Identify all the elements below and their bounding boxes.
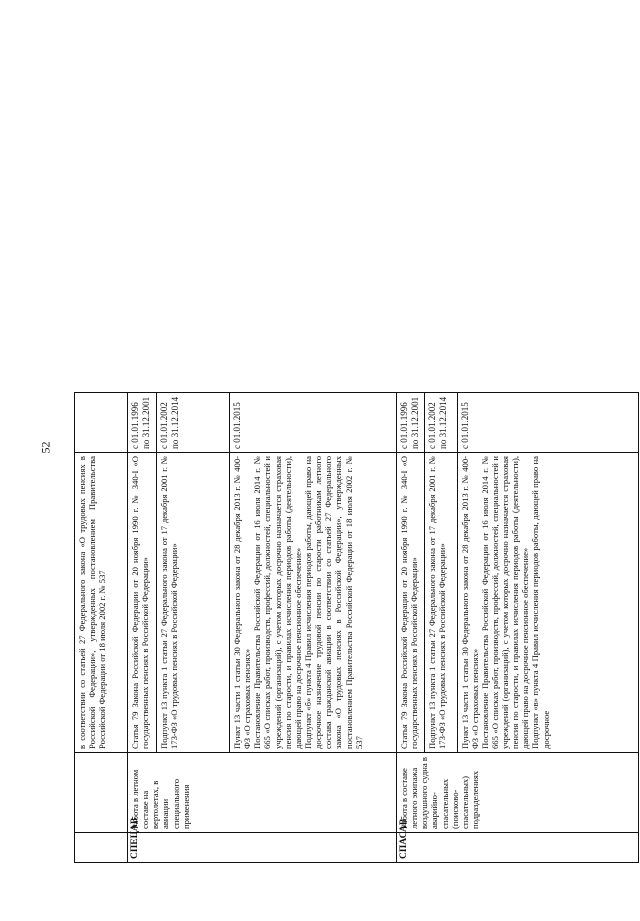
activity-name: Работа в летном составе на вертолетах, в авиации специального применения (128, 753, 397, 833)
table-row (397, 0, 425, 863)
period-line: с 01.01.2015 (459, 402, 470, 449)
period-line: с 01.01.1996 (130, 402, 140, 449)
period-cell (157, 393, 230, 453)
law-paragraph: Подпункт «в» пункта 4 Правил исчисления периодов работы, дающей право на досрочное (530, 456, 551, 749)
rotated-page (74, 53, 630, 863)
law-paragraph: Пункт 13 части 1 статьи 30 Федерального закона от 28 декабря 2013 г. № 400-ФЗ «О страховых пенсиях» (459, 456, 480, 749)
activity-code: СПАСАВ (397, 833, 639, 863)
law-paragraph: Постановление Правительства Российской Федерации от 16 июля 2014 г. № 665 «О списках работ, производств, профессий, должностей, специальностей и учреждений (организаций), с учетом которых досрочно назначается страховая пенсия по старости, и правилах исчисления периодов работы (деятельности), дающей право на досрочное пенсионное обеспечение» (252, 456, 303, 749)
table-row (457, 0, 638, 863)
table-row (128, 0, 157, 863)
law-reference-cell (457, 453, 638, 753)
law-paragraph: Постановление Правительства Российской Федерации от 16 июля 2014 г. № 665 «О списках работ, производств, профессий, должностей, специальностей и учреждений (организаций), с учетом которых досрочно назначается страховая пенсия по старости, и правилах исчисления периодов работы (деятельности), дающей право на досрочное пенсионное обеспечение» (479, 456, 531, 749)
law-reference-cell (157, 453, 230, 753)
law-paragraph: Подпункт 13 пункта 1 статьи 27 Федерального закона от 17 декабря 2001 г. № 173-ФЗ «О трудовых пенсиях в Российской Федерации» (426, 456, 447, 749)
period-line: с 01.01.1996 (399, 402, 409, 449)
period-line: по 31.12.2014 (170, 396, 181, 449)
table-row (230, 0, 397, 863)
law-reference-cell (397, 453, 425, 753)
table-row (157, 0, 230, 863)
period-line: с 01.01.2015 (232, 402, 242, 449)
empty-period-cell (75, 393, 128, 453)
period-line: с 01.01.2002 (426, 402, 437, 449)
period-line: по 31.12.2001 (141, 396, 152, 449)
pension-table (74, 0, 639, 863)
period-cell (230, 393, 397, 453)
period-line: по 31.12.2001 (410, 396, 421, 449)
empty-code-cell (75, 833, 128, 863)
law-paragraph: Пункт 13 части 1 статьи 30 Федерального закона от 28 декабря 2013 г. № 400-ФЗ «О страховых пенсиях» (232, 456, 253, 749)
law-paragraph: Статья 79 Закона Российской Федерации от 20 ноября 1990 г. № 340-I «О государственных пенсиях в Российской Федерации» (399, 456, 420, 749)
empty-name-cell (75, 753, 128, 833)
law-paragraph: в соответствии со статьей 27 Федерального закона «О трудовых пенсиях в Российской Федерации», утвержденных постановлением Правительства Российской Федерации от 18 июля 2002 г. № 537 (77, 456, 108, 749)
period-line: с 01.01.2002 (159, 402, 169, 449)
period-cell (397, 393, 425, 453)
table-row (424, 0, 457, 863)
table-row (75, 0, 128, 863)
law-reference-cell (75, 453, 128, 753)
activity-name: Работа в составе летного экипажа воздушного судна в аварийно-спасательных (поисково-спасательных) подразделениях (397, 753, 639, 833)
activity-code: СПЕЦАВ (128, 833, 397, 863)
period-cell (128, 393, 157, 453)
page-number: 52 (38, 441, 53, 454)
period-cell (457, 393, 638, 453)
period-cell (424, 393, 457, 453)
period-line: по 31.12.2014 (437, 396, 448, 449)
law-paragraph: Подпункт 13 пункта 1 статьи 27 Федерального закона от 17 декабря 2001 г. № 173-ФЗ «О трудовых пенсиях в Российской Федерации» (159, 456, 180, 749)
law-paragraph: Подпункт «б» пункта 4 Правил исчисления периодов работы, дающей право на досрочное назначение трудовой пенсии по старости работникам летного состава гражданской авиации в соответствии со статьей 27 Федерального закона «О трудовых пенсиях в Российской Федерации», утвержденных постановлением Правительства Российской Федерации от 18 июля 2002 г. № 537 (302, 456, 364, 749)
law-paragraph: Статья 79 Закона Российской Федерации от 20 ноября 1990 г. № 340-I «О государственных пенсиях в Российской Федерации» (130, 456, 151, 749)
law-reference-cell (230, 453, 397, 753)
table-body (75, 0, 639, 863)
law-reference-cell (424, 453, 457, 753)
law-reference-cell (128, 453, 157, 753)
